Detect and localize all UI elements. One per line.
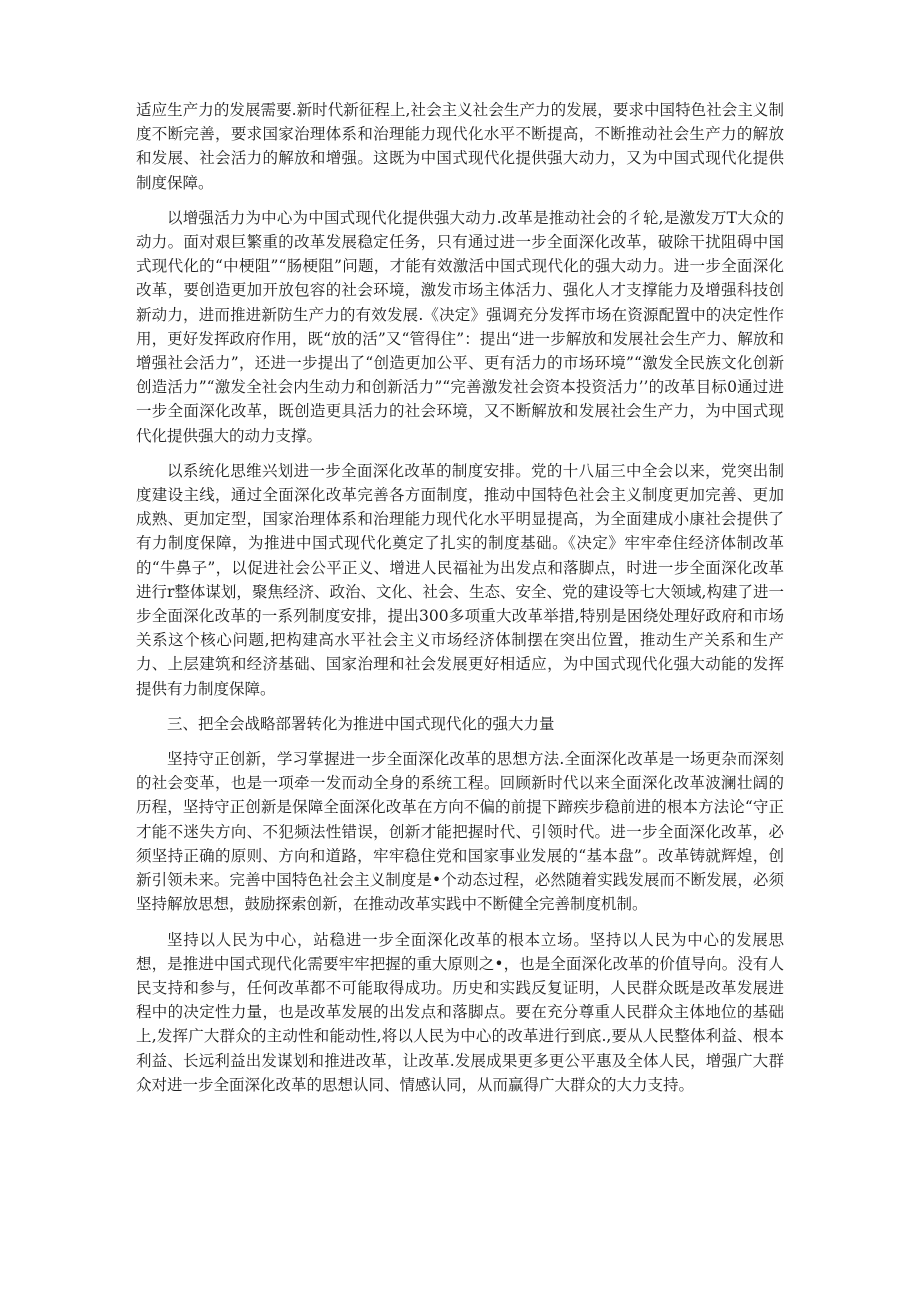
paragraph-3: 以系统化思维兴划进一步全面深化改革的制度安排。党的十八届三中全会以来，党突出制度建设主线，通过全面深化改革完善各方面制度，推动中国特色社会主义制度更加完善、更加成熟、更加定型，国家治理体系和治理能力现代化水平明显提高，为全面建成小康社会提供了有力制度保障，为推进中国式现代化奠定了扎实的制度基础。《决定》牢牢牵住经济体制改革的“牛鼻子”，以促进社会公平正义、增进人民福祉为出发点和落脚点，时进一步全面深化改革进行r整体谋划，聚焦经济、政治、文化、社会、生态、安全、党的建设等七大领域,构建了进一步全面深化改革的一系列制度安排，提出300多项重大改革举措,特别是困绕处理好政府和市场关系这个核心问题,把构建高水平社会主义市场经济体制摆在突出位置，推动生产关系和生产力、上层建筑和经济基础、国家治理和社会发展更好相适应，为中国式现代化强大动能的发挥提供有力制度保障。 [136,461,784,698]
paragraph-1: 适应生产力的发展需要.新时代新征程上,社会主义社会生产力的发展，要求中国特色社会主义制度不断完善，要求国家治理体系和治理能力现代化水平不断提高，不断推动社会生产力的解放和发展、社会活力的解放和增强。这既为中国式现代化提供强大动力，又为中国式现代化提供制度保障。 [136,101,784,192]
document-page [136,98,784,1108]
paragraph-4: 坚持守正创新，学习掌握进一步全面深化改革的思想方法.全面深化改革是一场更杂而深刻的社会变革，也是一项牵一发而动全身的系统工程。回顾新时代以来全面深化改革波澜壮阔的历程，坚持守正创新是保障全面深化改革在方向不偏的前提下蹄疾步稳前进的根本方法论“守正才能不迷失方向、不犯频法性错误，创新才能把握时代、引领时代。进一步全面深化改革，必须坚持正确的原则、方向和道路，牢牢稳住党和国家事业发展的“基本盘”。改革铸就辉煌，创新引领未来。完善中国特色社会主义制度是•个动态过程，必然随着实践发展而不断发展，必须坚持解放思想，鼓励探索创新，在推动改革实践中不断健全完善制度机制。 [136,750,784,914]
paragraph-2: 以增强活力为中心为中国式现代化提供强大动力.改革是推动社会的彳轮,是激发万T大众的动力。面对艰巨繁重的改革发展稳定任务，只有通过进一步全面深化改革，破除干扰阻碍中国式现代化的“中梗阻”“肠梗阻”问题，才能有效激活中国式现代化的强大动力。进一步全面深化改革，要创造更加开放包容的社会环境，激发市场主体活力、强化人才支撑能力及增强科技创新动力，进而推进新防生产力的有效发展.《决定》强调充分发挥市场在资源配置中的决定性作用，更好发挥政府作用，既“放的活”又“管得住”：提出“进一步解放和发展社会生产力、解放和增强社会活力”，还进一步提出了“创造更加公平、更有活力的市场环境”“激发全民族文化创新创造活力”“激发全社会内生动力和创新活力”“完善激发社会资本投资活力’’的改革目标0通过进一步全面深化改革，既创造更具活力的社会环境，又不断解放和发展社会生产力，为中国式现代化提供强大的动力支撑。 [136,208,784,445]
section-heading: 三、把全会战略部署转化为推进中国式现代化的强大力量 [167,714,555,733]
paragraph-5: 坚持以人民为中心，站稳进一步全面深化改革的根本立场。坚持以人民为中心的发展思想，是推进中国式现代化需要牢牢把握的重大原则之•，也是全面深化改革的价值导向。没有人民支持和参与，任何改革都不可能取得成功。历史和实践反复证明，人民群众既是改革发展进程中的决定性力量，也是改革发展的出发点和落脚点。要在充分尊重人民群众主体地位的基础上,发挥广大群众的主动性和能动性,将以人民为中心的改革进行到底.,要从人民整体利益、根本利益、长远利益出发谋划和推进改革，让改革.发展成果更多更公平惠及全体人民，增强广大群众对进一步全面深化改革的思想认同、情感认同，从而赢得广大群众的大力支持。 [136,930,784,1094]
